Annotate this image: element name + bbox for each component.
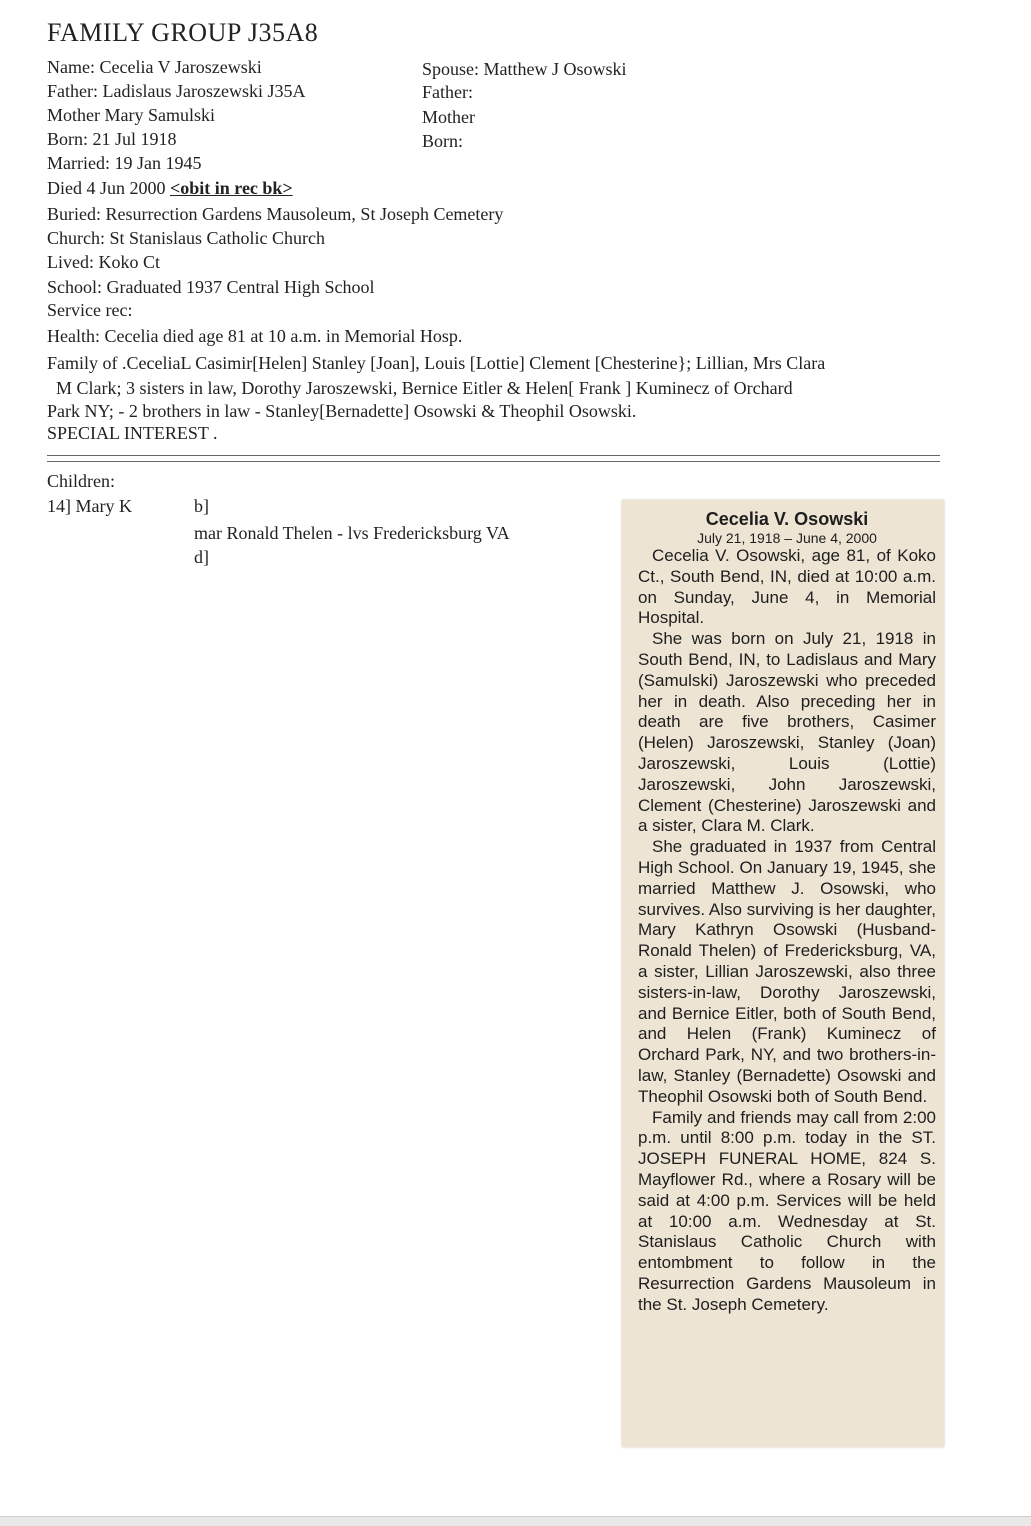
spouse-born: Born: xyxy=(422,131,464,151)
child-born: b] xyxy=(194,496,209,516)
page-title: FAMILY GROUP J35A8 xyxy=(47,18,319,47)
person-born: Born: 21 Jul 1918 xyxy=(47,129,177,149)
person-name: Name: Cecelia V Jaroszewski xyxy=(47,57,262,77)
section-divider xyxy=(47,455,940,462)
obituary-clipping xyxy=(622,500,944,1447)
spouse-name: Spouse: Matthew J Osowski xyxy=(422,59,627,79)
died-text: Died 4 Jun 2000 xyxy=(47,178,170,198)
special-interest: SPECIAL INTEREST . xyxy=(47,423,218,443)
obituary-paragraph: Family and friends may call from 2:00 p.m. until 8:00 p.m. today in the ST. JOSEPH FUNERAL HOME, 824 S. Mayflower Rd., where a Rosary will be said at 4:00 p.m. Services will be held at 10:00 a.m. Wednesday at St. Stanislaus Catholic Church with entombment to follow in the Resurrection Gardens Mausoleum in the St. Joseph Cemetery. xyxy=(638,1107,936,1314)
spouse-father: Father: xyxy=(422,82,473,102)
obituary-dates: July 21, 1918 – June 4, 2000 xyxy=(697,530,877,546)
obit-link[interactable]: <obit in rec bk> xyxy=(170,178,293,198)
person-married: Married: 19 Jan 1945 xyxy=(47,153,202,173)
child-died: d] xyxy=(194,547,209,567)
person-father: Father: Ladislaus Jaroszewski J35A xyxy=(47,81,306,101)
person-family-line-1: Family of .CeceliaL Casimir[Helen] Stanley [Joan], Louis [Lottie] Clement [Chesterine}; Lillian, Mrs Clara xyxy=(47,353,826,373)
children-heading: Children: xyxy=(47,471,115,491)
person-died xyxy=(47,177,293,199)
person-lived: Lived: Koko Ct xyxy=(47,252,160,272)
person-service: Service rec: xyxy=(47,300,133,320)
person-family-line-2: M Clark; 3 sisters in law, Dorothy Jaroszewski, Bernice Eitler & Helen[ Frank ] Kuminecz of Orchard xyxy=(56,378,793,398)
obituary-paragraph: Cecelia V. Osowski, age 81, of Koko Ct., South Bend, IN, died at 10:00 a.m. on Sunday, June 4, in Memorial Hospital. xyxy=(638,546,936,628)
child-name: 14] Mary K xyxy=(47,496,132,516)
obituary-paragraph: She was born on July 21, 1918 in South Bend, IN, to Ladislaus and Mary (Samulski) Jaroszewski who preceded her in death. Also preceding her in death are five brothers, Casimer (Helen) Jaroszewski, Stanley (Joan) Jaroszewski, Louis (Lottie) Jaroszewski, John Jaroszewski, Clement (Chesterine) Jaroszewski and a sister, Clara M. Clark. xyxy=(638,629,936,836)
obituary-name: Cecelia V. Osowski xyxy=(705,509,869,529)
person-mother: Mother Mary Samulski xyxy=(47,105,215,125)
spouse-mother: Mother xyxy=(422,107,475,127)
person-health: Health: Cecelia died age 81 at 10 a.m. in Memorial Hosp. xyxy=(47,326,463,346)
obituary-paragraph: She graduated in 1937 from Central High School. On January 19, 1945, she married Matthew J. Osowski, who survives. Also surviving is her daughter, Mary Kathryn Osowski (Husband-Ronald Thelen) of Fredericksburg, VA, a sister, Lillian Jaroszewski, also three sisters-in-law, Dorothy Jaroszewski, and Bernice Eitler, both of South Bend, and Helen (Frank) Kuminecz of Orchard Park, NY, and two brothers-in-law, Stanley (Bernadette) Osowski and Theophil Osowski both of South Bend. xyxy=(638,837,936,1106)
child-married: mar Ronald Thelen - lvs Fredericksburg VA xyxy=(194,523,510,543)
person-family-line-3: Park NY; - 2 brothers in law - Stanley[Bernadette] Osowski & Theophil Osowski. xyxy=(47,401,637,421)
person-school: School: Graduated 1937 Central High School xyxy=(47,277,375,297)
person-buried: Buried: Resurrection Gardens Mausoleum, St Joseph Cemetery xyxy=(47,204,504,224)
person-church: Church: St Stanislaus Catholic Church xyxy=(47,228,325,248)
